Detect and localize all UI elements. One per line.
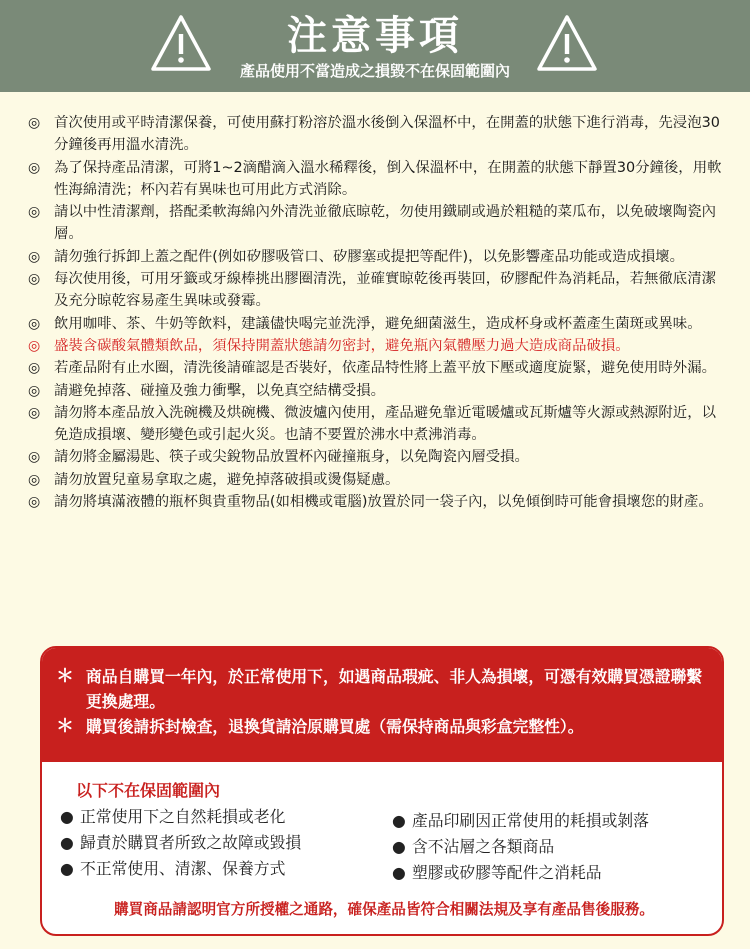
- page-subtitle: 產品使用不當造成之損毀不在保固範圍內: [239, 62, 510, 80]
- care-note-text: 盛裝含碳酸氣體類飲品，須保持開蓋狀態請勿密封，避免瓶內氣體壓力過大造成商品破損。: [54, 337, 630, 354]
- care-notes-list: [28, 112, 728, 513]
- exclusion-item: [60, 856, 301, 882]
- double-circle-bullet-icon: ◎: [28, 449, 41, 466]
- care-note-item: [28, 469, 728, 491]
- care-note-text: 請勿放置兒童易拿取之處，避免掉落破損或燙傷疑慮。: [54, 471, 400, 488]
- exclusion-item: [392, 808, 649, 834]
- care-note-item: [28, 112, 728, 157]
- authorized-channel-note: 購買商品請認明官方所授權之通路，確保產品皆符合相關法規及享有產品售後服務。: [114, 901, 654, 918]
- exclusion-text: 產品印刷因正常使用的耗損或剝落: [412, 811, 649, 830]
- double-circle-bullet-icon: ◎: [28, 315, 41, 332]
- exclusions-list-left: [60, 804, 301, 882]
- care-note-text: 請以中性清潔劑，搭配柔軟海綿內外清洗並徹底晾乾，勿使用鐵刷或過於粗糙的菜瓜布，以免破壞陶瓷內層。: [54, 204, 716, 243]
- double-circle-bullet-icon: ◎: [28, 494, 41, 511]
- dot-bullet-icon: ●: [60, 859, 74, 878]
- care-note-text: 請避免掉落、碰撞及強力衝擊，以免真空結構受損。: [54, 382, 385, 399]
- double-circle-bullet-icon: ◎: [28, 248, 41, 265]
- care-note-text: 請勿將填滿液體的瓶杯與貴重物品(如相機或電腦)放置於同一袋子內，以免傾倒時可能會損壞您的財產。: [54, 494, 713, 511]
- care-note-item: [28, 357, 728, 379]
- care-note-text: 飲用咖啡、茶、牛奶等飲料，建議儘快喝完並洗淨，避免細菌滋生，造成杯身或杯蓋產生菌斑或異味。: [54, 315, 702, 332]
- care-note-item: [28, 313, 728, 335]
- warranty-line: [56, 664, 706, 714]
- care-note-text: 首次使用或平時清潔保養，可使用蘇打粉溶於溫水後倒入保溫杯中，在開蓋的狀態下進行消毒，先浸泡30分鐘後再用溫水清洗。: [54, 115, 720, 154]
- double-circle-bullet-icon: ◎: [28, 337, 41, 354]
- dot-bullet-icon: ●: [60, 833, 74, 852]
- care-note-item: [28, 402, 728, 447]
- exclusion-text: 塑膠或矽膠等配件之消耗品: [412, 863, 602, 882]
- asterisk-icon: ＊: [56, 716, 74, 737]
- exclusion-item: [60, 804, 301, 830]
- exclusion-text: 正常使用下之自然耗損或老化: [80, 807, 286, 826]
- double-circle-bullet-icon: ◎: [28, 271, 41, 288]
- care-note-text: 請勿強行拆卸上蓋之配件(例如矽膠吸管口、矽膠塞或提把等配件)，以免影響產品功能或造成損壞。: [54, 248, 685, 265]
- double-circle-bullet-icon: ◎: [28, 471, 41, 488]
- care-note-text: 為了保持產品清潔，可將1~2滴醋滴入溫水稀釋後，倒入保溫杯中，在開蓋的狀態下靜置30分鐘後，用軟性海綿清洗；杯內若有異味也可用此方式消除。: [54, 159, 722, 198]
- exclusion-item: [392, 860, 649, 886]
- header-banner: [0, 0, 750, 92]
- care-note-item: [28, 268, 728, 313]
- exclusion-text: 不正常使用、清潔、保養方式: [80, 859, 286, 878]
- warranty-line: [56, 714, 706, 739]
- warning-triangle-icon: [536, 14, 598, 72]
- warranty-line-text: 購買後請拆封檢查，退換貨請洽原購買處（需保持商品與彩盒完整性）。: [86, 717, 584, 736]
- double-circle-bullet-icon: ◎: [28, 204, 41, 221]
- dot-bullet-icon: ●: [392, 811, 406, 830]
- care-note-item: [28, 157, 728, 202]
- care-note-text: 若產品附有止水圈，清洗後請確認是否裝好，依產品特性將上蓋平放下壓或適度旋緊，避免使用時外漏。: [54, 360, 716, 377]
- care-note-item: [28, 491, 728, 513]
- care-note-text: 請勿將金屬湯匙、筷子或尖銳物品放置杯內碰撞瓶身，以免陶瓷內層受損。: [54, 449, 529, 466]
- double-circle-bullet-icon: ◎: [28, 159, 41, 176]
- care-note-item: [28, 246, 728, 268]
- care-note-item: [28, 380, 728, 402]
- double-circle-bullet-icon: ◎: [28, 404, 41, 421]
- dot-bullet-icon: ●: [60, 807, 74, 826]
- exclusions-title: 以下不在保固範圍內: [76, 781, 221, 800]
- warranty-line-text: 商品自購買一年內，於正常使用下，如遇商品瑕疵、非人為損壞，可憑有效購買憑證聯繫更換處理。: [86, 667, 703, 711]
- double-circle-bullet-icon: ◎: [28, 115, 41, 131]
- warranty-terms: [42, 648, 722, 762]
- exclusion-text: 歸責於購買者所致之故障或毀損: [80, 833, 302, 852]
- warranty-box: [40, 646, 724, 936]
- double-circle-bullet-icon: ◎: [28, 360, 41, 377]
- double-circle-bullet-icon: ◎: [28, 382, 41, 399]
- exclusion-item: [60, 830, 301, 856]
- care-note-text: 請勿將本產品放入洗碗機及烘碗機、微波爐內使用，產品避免靠近電暖爐或瓦斯爐等火源或熱源附近，以免造成損壞、變形變色或引起火災。也請不要置於沸水中煮沸消毒。: [54, 404, 716, 444]
- care-note-item: [28, 446, 728, 468]
- exclusions-list-right: [392, 808, 649, 886]
- dot-bullet-icon: ●: [392, 863, 406, 882]
- exclusion-item: [392, 834, 649, 860]
- care-note-item: [28, 335, 728, 357]
- page-title: 注意事項: [287, 13, 463, 59]
- asterisk-icon: ＊: [56, 666, 74, 687]
- care-note-item: [28, 201, 728, 246]
- exclusion-text: 含不沾層之各類商品: [412, 837, 555, 856]
- dot-bullet-icon: ●: [392, 837, 406, 856]
- care-note-text: 每次使用後，可用牙籤或牙線棒挑出膠圈清洗，並確實晾乾後再裝回，矽膠配件為消耗品，若無徹底清潔及充分晾乾容易產生異味或發霉。: [54, 271, 716, 310]
